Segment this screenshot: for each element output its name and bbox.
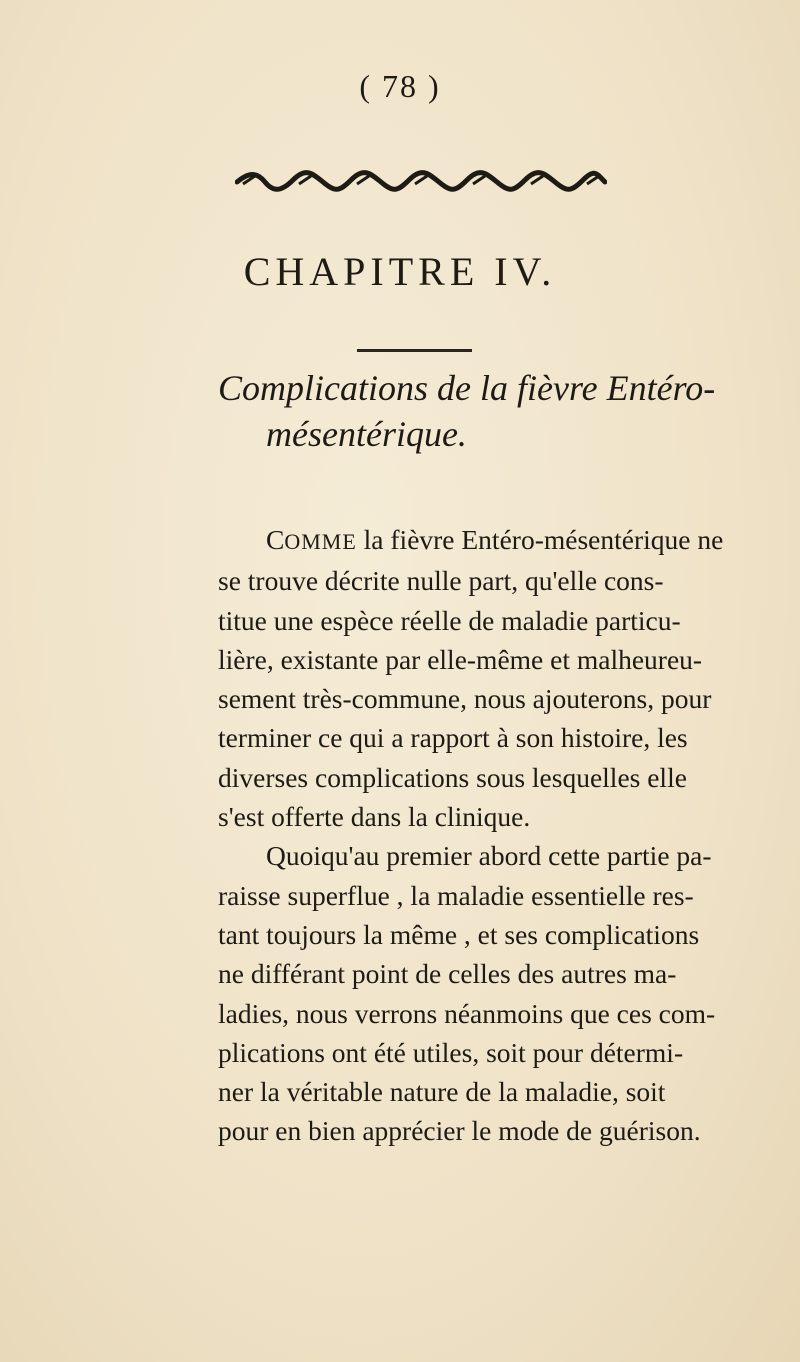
- paragraph-1-line-7: diverses complications sous lesquelles elle: [218, 761, 687, 793]
- chapter-heading: CHAPITRE IV.: [243, 249, 557, 294]
- subtitle-line-2: mésentérique.: [266, 414, 467, 454]
- paragraph-2-line-2: raisse superflue , la maladie essentielle res-: [218, 879, 694, 911]
- subtitle-line-1: Complications de la fièvre Entéro-: [218, 368, 716, 408]
- paragraph-1-line-1: [218, 520, 800, 561]
- small-caps-word: OMME: [284, 529, 357, 554]
- page-number: ( 78 ): [359, 68, 441, 104]
- line-rest: la fièvre Entéro-mésentérique ne: [356, 524, 724, 555]
- chapter-subtitle: [218, 365, 778, 457]
- paragraph-1-line-4: lière, existante par elle-même et malheureu-: [218, 643, 703, 675]
- dropcap-first-letter: C: [266, 524, 285, 555]
- decorative-ornament-band: [235, 170, 607, 192]
- paragraph-1-line-3: titue une espèce réelle de maladie particu-: [218, 604, 681, 636]
- paragraph-2-line-3: tant toujours la même , et ses complications: [218, 918, 700, 950]
- paragraph-2-line-4: ne différant point de celles des autres ma-: [218, 958, 677, 990]
- paragraph-1-line-2: se trouve décrite nulle part, qu'elle cons-: [218, 565, 664, 597]
- body-text: [218, 520, 800, 1151]
- paragraph-1-line-6: terminer ce qui a rapport à son histoire, les: [218, 722, 688, 754]
- paragraph-2-line-5: ladies, nous verrons néanmoins que ces com-: [218, 997, 716, 1029]
- paragraph-1-line-5: sement très-commune, nous ajouterons, pour: [218, 683, 712, 715]
- section-rule: [357, 349, 472, 352]
- paragraph-2-line-1: Quoiqu'au premier abord cette partie pa-: [266, 840, 712, 872]
- paragraph-2-line-8: pour en bien apprécier le mode de guérison.: [218, 1115, 701, 1147]
- paragraph-2-line-6: plications ont été utiles, soit pour détermi-: [218, 1036, 684, 1068]
- paragraph-1-line-8: s'est offerte dans la clinique.: [218, 801, 531, 833]
- paragraph-2-line-7: ner la véritable nature de la maladie, soit: [218, 1076, 666, 1108]
